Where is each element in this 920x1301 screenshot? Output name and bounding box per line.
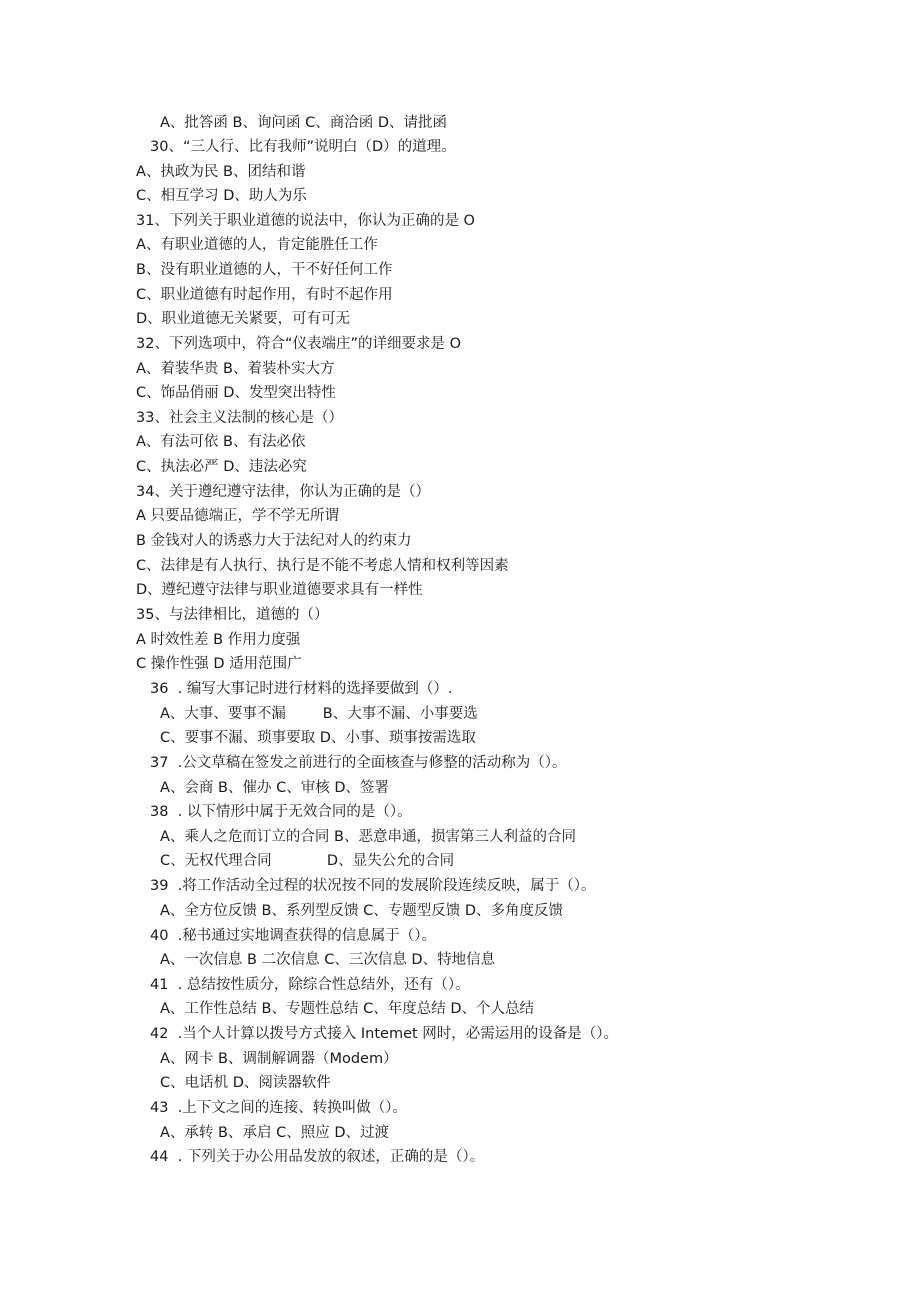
question-38: 38 . 以下情形中属于无效合同的是（）。 [150, 804, 412, 820]
text-line: C、要事不漏、琐事要取 D、小事、琐事按需选取 [160, 730, 476, 746]
text-line: A、承转 B、承启 C、照应 D、过渡 [160, 1125, 389, 1141]
question-37: 37 .公文草稿在签发之前进行的全面核查与修整的活动称为（）。 [150, 755, 567, 771]
question-30: 30、“三人行、比有我师”说明白（D）的道理。 [150, 139, 456, 155]
question-43: 43 .上下文之间的连接、转换叫做（）。 [150, 1100, 408, 1116]
text-line: A、有法可依 B、有法必依 [136, 434, 306, 450]
text-line: C、饰品俏丽 D、发型突出特性 [136, 385, 336, 401]
question-40: 40 .秘书通过实地调查获得的信息属于（）。 [150, 928, 437, 944]
text-line: A、有职业道德的人，肯定能胜任工作 [136, 237, 378, 253]
text-line: C、职业道德有时起作用，有时不起作用 [136, 287, 393, 303]
text-line: A、会商 B、催办 C、审核 D、签署 [160, 780, 389, 796]
text-line: D、遵纪遵守法律与职业道德要求具有一样性 [136, 582, 423, 598]
text-line: A 时效性差 B 作用力度强 [136, 632, 301, 648]
text-line: A、一次信息 B 二次信息 C、三次信息 D、特地信息 [160, 952, 496, 968]
text-line: A、着装华贵 B、着装朴实大方 [136, 361, 335, 377]
question-41: 41 . 总结按性质分，除综合性总结外，还有（）。 [150, 977, 470, 993]
question-34: 34、关于遵纪遵守法律，你认为正确的是（） [136, 484, 430, 500]
text-line: A、网卡 B、调制解调器（Modem） [160, 1051, 398, 1067]
text-line: C、无权代理合同 D、显失公允的合同 [160, 853, 455, 869]
text-line: C 操作性强 D 适用范围广 [136, 656, 302, 672]
text-line: A、批答函 B、询问函 C、商洽函 D、请批函 [160, 115, 447, 131]
text-line: D、职业道德无关紧要，可有可无 [136, 311, 351, 327]
text-line: A、工作性总结 B、专题性总结 C、年度总结 D、个人总结 [160, 1001, 534, 1017]
question-32: 32、下列选项中，符合“仪表端庄”的详细要求是 O [136, 336, 461, 352]
text-line: A、全方位反馈 B、系列型反馈 C、专题型反馈 D、多角度反馈 [160, 903, 563, 919]
text-line: C、执法必严 D、违法必究 [136, 459, 307, 475]
question-33: 33、社会主义法制的核心是（） [136, 410, 343, 426]
question-36: 36 . 编写大事记时进行材料的选择要做到（）. [150, 681, 453, 697]
text-line: B、没有职业道德的人，干不好任何工作 [136, 262, 393, 278]
text-line: A、大事、要事不漏 B、大事不漏、小事要选 [160, 706, 478, 722]
text-line: C、相互学习 D、助人为乐 [136, 188, 307, 204]
text-line: A 只要品德端正，学不学无所谓 [136, 508, 340, 524]
question-42: 42 .当个人计算以拨号方式接入 Intemet 网时，必需运用的设备是（）。 [150, 1026, 619, 1042]
text-line: C、法律是有人执行、执行是不能不考虑人情和权利等因素 [136, 558, 509, 574]
question-35: 35、与法律相比，道德的（） [136, 607, 329, 623]
text-line: C、电话机 D、阅读器软件 [160, 1075, 331, 1091]
text-line: A、执政为民 B、团结和谐 [136, 164, 306, 180]
text-line: B 金钱对人的诱惑力大于法纪对人的约束力 [136, 533, 412, 549]
question-44: 44 . 下列关于办公用品发放的叙述，正确的是（）。 [150, 1149, 485, 1165]
question-31: 31、下列关于职业道德的说法中，你认为正确的是 O [136, 213, 475, 229]
question-39: 39 .将工作活动全过程的状况按不同的发展阶段连续反映，属于（）。 [150, 878, 596, 894]
text-line: A、乘人之危而订立的合同 B、恶意串通，损害第三人利益的合同 [160, 829, 576, 845]
